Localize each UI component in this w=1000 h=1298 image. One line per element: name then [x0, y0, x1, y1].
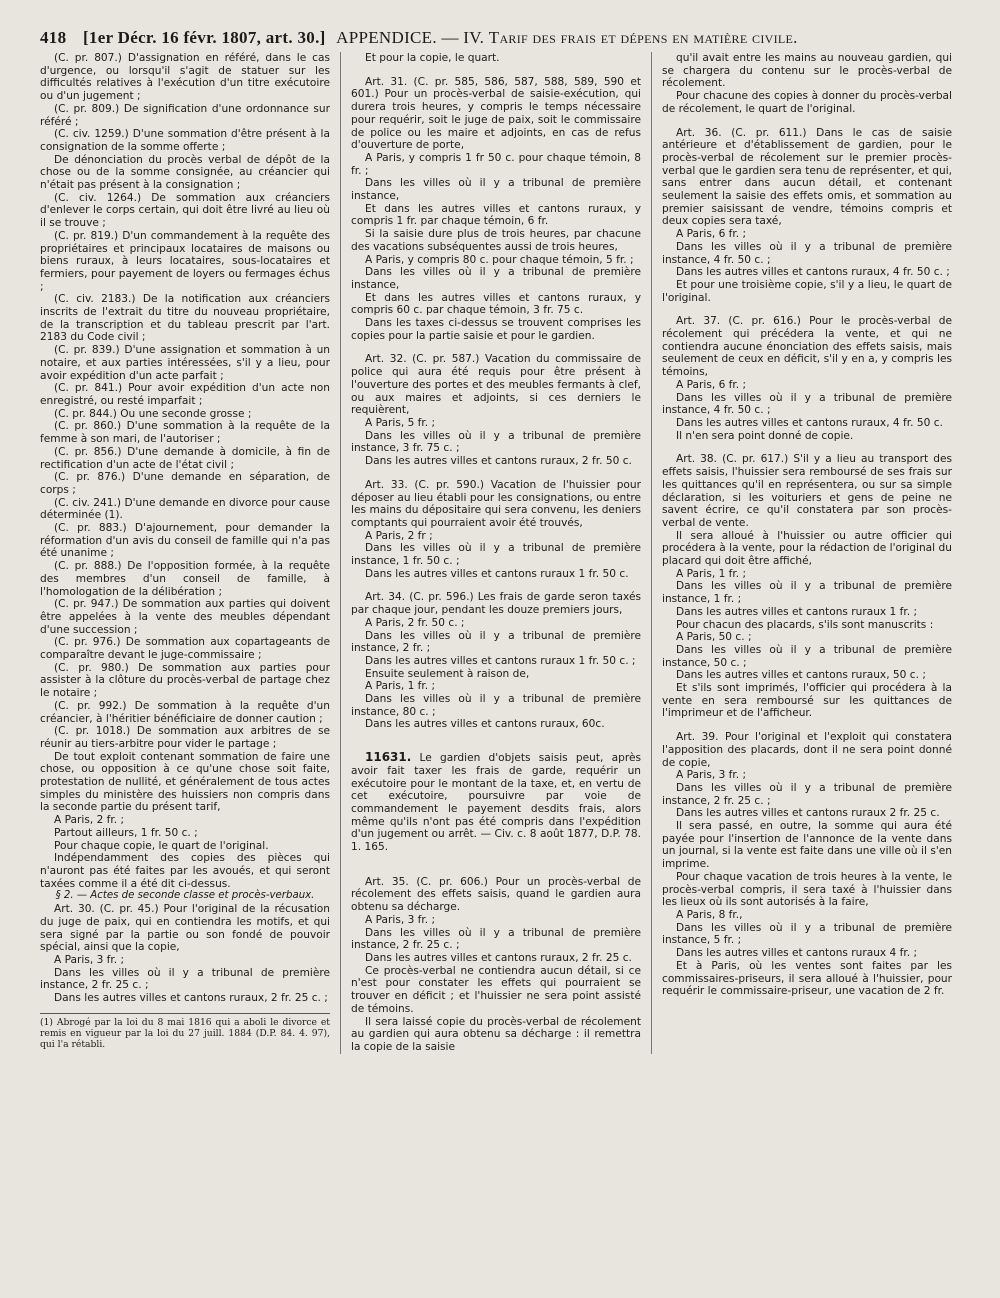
paragraph: Art. 35. (C. pr. 606.) Pour un procès-verbal de récolement des effets saisis, quand le gardien aura obtenu sa décharge. [351, 875, 641, 914]
paragraph: Dans les autres villes et cantons ruraux, 2 fr. 25 c. ; [54, 992, 328, 1005]
paragraph: Et s'ils sont imprimés, l'officier qui procédera à la vente en sera remboursé sur les quittances de l'imprimeur et de l'afficheur. [662, 682, 952, 720]
footnote: (1) Abrogé par la loi du 8 mai 1816 qui a aboli le divorce et remis en vigueur par la loi du 27 juill. 1884 (D.P. 84. 4. 97), qui l'a rétabli. [40, 1013, 330, 1050]
paragraph: (C. pr. 856.) D'une demande à domicile, à fin de rectification d'un acte de l'état civil ; [40, 445, 330, 471]
paragraph: (C. pr. 980.) De sommation aux parties pour assister à la clôture du procès-verbal de partage chez le notaire ; [40, 661, 330, 700]
paragraph: Partout ailleurs, 1 fr. 50 c. ; [54, 826, 198, 839]
paragraph: Dans les villes où il y a tribunal de première instance, 4 fr. 50 c. ; [662, 391, 952, 417]
paragraph: (C. pr. 844.) Ou une seconde grosse ; [54, 407, 252, 420]
paragraph: Dans les autres villes et cantons ruraux 2 fr. 25 c. [676, 807, 940, 820]
paragraph: Dans les autres villes et cantons ruraux, 2 fr. 50 c. [365, 455, 632, 468]
paragraph: Et dans les autres villes et cantons ruraux, y compris 60 c. par chaque témoin, 3 fr. 75 c. [351, 291, 641, 317]
paragraph: Dans les villes où il y a tribunal de première instance, 80 c. ; [351, 693, 641, 718]
paragraph: (C. pr. 860.) D'une sommation à la requête de la femme à son mari, de l'autoriser ; [40, 420, 330, 446]
paragraph: A Paris, 2 fr. 50 c. ; [365, 616, 465, 629]
paragraph: Art. 38. (C. pr. 617.) S'il y a lieu au transport des effets saisis, l'huissier sera remboursé de ses frais sur les quittances qu'il en représentera, ou sur sa simple déclaration, si les voituriers et gens de peine ne savent écrire, ce qu'il constatera par son procès-verbal de vente. [662, 453, 952, 529]
paragraph: (C. pr. 807.) D'assignation en référé, dans le cas d'urgence, ou lorsqu'il s'agit de statuer sur les difficultés relatives à l'exécution d'un titre exécutoire ou d'un jugement ; [40, 52, 330, 103]
note-number: 11631. [365, 750, 412, 765]
section-heading: § 2. — Actes de seconde classe et procès-verbaux. [55, 890, 315, 902]
paragraph: Art. 39. Pour l'original et l'exploit qui constatera l'apposition des placards, dont il ne sera point donné de copie, [662, 731, 952, 769]
paragraph: A Paris, 5 fr. ; [365, 416, 436, 429]
paragraph: Dans les autres villes et cantons ruraux, 60c. [365, 718, 605, 731]
paragraph: A Paris, 8 fr., [676, 909, 743, 921]
paragraph: Et pour la copie, le quart. [365, 52, 500, 64]
header-date: [1er Décr. 16 févr. 1807, art. 30.] [82, 28, 326, 47]
paragraph: Art. 32. (C. pr. 587.) Vacation du commissaire de police qui aura été requis pour être présent à l'ouverture des portes et des meubles fermants à clef, ou aux maires et adjoints, si ces derniers le requièrent, [351, 353, 641, 417]
paragraph: A Paris, 6 fr. ; [676, 378, 747, 391]
paragraph: Art. 37. (C. pr. 616.) Pour le procès-verbal de récolement qui précédera la vente, et qui ne contiendra aucune énonciation des effets saisis, mais seulement de ceux en déficit, s'il y en a, y compris les témoins, [662, 315, 952, 379]
paragraph: Art. 33. (C. pr. 590.) Vacation de l'huissier pour déposer au lieu établi pour les consignations, ou entre les mains du dépositaire qui sera convenu, les deniers comptants qui pourraient avoir été trouvés, [351, 478, 641, 529]
paragraph: Dans les villes où il y a tribunal de première instance, 2 fr. ; [351, 629, 641, 655]
page-number: 418 [40, 28, 67, 47]
paragraph: Dans les villes où il y a tribunal de première instance, 2 fr. 25 c. ; [662, 781, 952, 807]
paragraph: Il sera laissé copie du procès-verbal de récolement au gardien qui aura obtenu sa décharge : il remettra la copie de la saisie [351, 1015, 641, 1053]
paragraph: A Paris, y compris 1 fr 50 c. pour chaque témoin, 8 fr. ; [351, 151, 641, 177]
paragraph: Et dans les autres villes et cantons ruraux, y compris 1 fr. par chaque témoin, 6 fr. [351, 202, 641, 228]
paragraph: (C. pr. 888.) De l'opposition formée, à la requête des membres d'un conseil de famille, à l'homologation de la délibération ; [40, 560, 330, 598]
paragraph: (C. pr. 976.) De sommation aux copartageants de comparaître devant le juge-commissaire ; [40, 636, 330, 662]
paragraph: Il sera alloué à l'huissier ou autre officier qui procédera à la vente, pour la rédaction de l'original du placard qui doit être affiché, [662, 529, 952, 568]
running-header [40, 28, 962, 48]
paragraph: Art. 31. (C. pr. 585, 586, 587, 588, 589, 590 et 601.) Pour un procès-verbal de saisie-exécution, qui durera trois heures, y compris le temps nécessaire pour requérir, soit le juge de paix, soit le commissaire de police ou les maire et adjoints, en cas de refus d'ouverture de porte, [351, 75, 641, 152]
paragraph: Et à Paris, où les ventes sont faites par les commissaires-priseurs, il sera alloué à l'huissier, pour requérir le commissaire-priseur, une vacation de 2 fr. [662, 959, 952, 998]
paragraph: A Paris, 1 fr. ; [676, 567, 747, 580]
header-appendix: APPENDICE. — IV. [336, 28, 485, 47]
paragraph: Dans les villes où il y a tribunal de première instance, [351, 266, 641, 291]
paragraph: Dans les autres villes et cantons ruraux 1 fr. 50 c. [365, 567, 629, 580]
paragraph: A Paris, 1 fr. ; [365, 680, 436, 693]
paragraph: Ce procès-verbal ne contiendra aucun détail, si ce n'est pour constater les effets qui pourraient se trouver en déficit ; et l'huissier ne sera point assisté de témoins. [351, 964, 641, 1015]
paragraph: Dans les villes où il y a tribunal de première instance, 1 fr. ; [662, 580, 952, 606]
paragraph: Si la saisie dure plus de trois heures, par chacune des vacations subséquentes aussi de trois heures, [351, 228, 641, 253]
paragraph: (C. pr. 876.) D'une demande en séparation, de corps ; [40, 471, 330, 496]
paragraph: (C. pr. 1018.) De sommation aux arbitres de se réunir au tiers-arbitre pour vider le partage ; [40, 725, 330, 750]
paragraph: qu'il avait entre les mains au nouveau gardien, qui se chargera du contenu sur le procès-verbal de récolement. [662, 52, 952, 90]
paragraph: A Paris, 3 fr. ; [365, 913, 436, 926]
text-columns [40, 52, 962, 1054]
paragraph: Pour chacun des placards, s'ils sont manuscrits : [676, 618, 934, 631]
paragraph: Dans les autres villes et cantons ruraux, 4 fr. 50 c. ; [676, 266, 950, 279]
paragraph: Indépendamment des copies des pièces qui n'auront pas été faites par les avoués, et qui seront taxées comme il a été dit ci-dessus. [40, 852, 330, 890]
paragraph: Dans les villes où il y a tribunal de première instance, 2 fr. 25 c. ; [351, 926, 641, 952]
paragraph: Dans les villes où il y a tribunal de première instance, 5 fr. ; [662, 921, 952, 947]
header-title: Tarif des frais et dépens en matière civile. [488, 28, 798, 47]
paragraph: Dans les villes où il y a tribunal de première instance, 2 fr. 25 c. ; [40, 966, 330, 992]
paragraph: (C. pr. 947.) De sommation aux parties qui doivent être appelées à la vente des meubles dépendant d'une succession ; [40, 598, 330, 636]
paragraph: (C. civ. 2183.) De la notification aux créanciers inscrits de l'extrait du titre du nouveau propriétaire, de la transcription et du tableau prescrit par l'art. 2183 du Code civil ; [40, 293, 330, 344]
paragraph: Dans les taxes ci-dessus se trouvent comprises les copies pour la partie saisie et pour le gardien. [351, 317, 641, 342]
note-text: Le gardien d'objets saisis peut, après avoir fait taxer les frais de garde, requérir un exécutoire pour le montant de la taxe, et, en vertu de cet exécutoire, poursuivre par voie de commandement le payement desdits frais, alors même qu'ils n'ont pas été compris dans l'expédition d'un jugement ou arrêt. — Civ. c. 8 août 1877, D.P. 78. 1. 165. [351, 752, 641, 854]
paragraph: Dans les autres villes et cantons ruraux, 4 fr. 50 c. [676, 416, 943, 429]
paragraph: A Paris, 2 fr. ; [54, 814, 125, 827]
paragraph: (C. pr. 809.) De signification d'une ordonnance sur référé ; [40, 102, 330, 128]
paragraph: Dans les autres villes et cantons ruraux, 2 fr. 25 c. [365, 952, 632, 964]
paragraph: De tout exploit contenant sommation de faire une chose, ou opposition à ce qu'une chose soit faite, protestation de nullité, et généralement de tous actes simples du ministère des huissiers non compris dans la seconde partie du présent tarif, [40, 750, 330, 814]
paragraph: Dans les villes où il y a tribunal de première instance, 1 fr. 50 c. ; [351, 542, 641, 568]
paragraph: (C. pr. 992.) De sommation à la requête d'un créancier, à l'héritier bénéficiaire de donner caution ; [40, 699, 330, 725]
paragraph: A Paris, 50 c. ; [676, 631, 752, 644]
paragraph: (C. civ. 241.) D'une demande en divorce pour cause déterminée (1). [40, 496, 330, 522]
paragraph: Dans les autres villes et cantons ruraux, 50 c. ; [676, 669, 926, 682]
column-1 [40, 52, 341, 1054]
paragraph: Art. 30. (C. pr. 45.) Pour l'original de la récusation du juge de paix, qui en contiendra les motifs, et qui sera signé par la partie ou son fondé de pouvoir spécial, ainsi que la copie, [40, 903, 330, 954]
paragraph: Dans les autres villes et cantons ruraux 4 fr. ; [676, 947, 918, 960]
paragraph: (C. pr. 883.) D'ajournement, pour demander la réformation d'un avis du conseil de famille qui n'a pas été unanime ; [40, 522, 330, 560]
paragraph: A Paris, 3 fr. ; [54, 953, 125, 966]
paragraph: (C. pr. 839.) D'une assignation et sommation à un notaire, et aux parties intéressées, s'il y a lieu, pour avoir expédition d'un acte parfait ; [40, 344, 330, 382]
paragraph: Dans les villes où il y a tribunal de première instance, 4 fr. 50 c. ; [662, 240, 952, 266]
paragraph: Dans les villes où il y a tribunal de première instance, 3 fr. 75 c. ; [351, 429, 641, 455]
paragraph: Pour chaque vacation de trois heures à la vente, le procès-verbal compris, il sera taxé à l'huissier dans les lieux où ils sont autorisés à la faire, [662, 870, 952, 909]
paragraph: Il n'en sera point donné de copie. [676, 429, 854, 442]
paragraph: Art. 36. (C. pr. 611.) Dans le cas de saisie antérieure et d'établissement de gardien, pour le procès-verbal de récolement sur le premier procès-verbal que le gardien sera tenu de représenter, et qui, sans entrer dans aucun détail, et contenant seulement la saisie des effets omis, et sommation au premier saisissant de vendre, témoins compris et deux copies sera taxé, [662, 126, 952, 228]
paragraph: A Paris, 6 fr. ; [676, 228, 747, 241]
paragraph: Art. 34. (C. pr. 596.) Les frais de garde seron taxés par chaque jour, pendant les douze premiers jours, [351, 591, 641, 617]
paragraph: (C. pr. 841.) Pour avoir expédition d'un acte non enregistré, ou resté imparfait ; [40, 382, 330, 407]
column-3 [652, 52, 952, 1054]
paragraph: (C. pr. 819.) D'un commandement à la requête des propriétaires et principaux locataires de maisons ou biens ruraux, à leurs locataires, sous-locataires et fermiers, pour payement de loyers ou fermages échus ; [40, 229, 330, 293]
paragraph: Pour chaque copie, le quart de l'original. [54, 839, 269, 852]
column-2 [341, 52, 652, 1054]
paragraph: A Paris, 3 fr. ; [676, 769, 747, 782]
paragraph: (C. civ. 1259.) D'une sommation d'être présent à la consignation de la somme offerte ; [40, 128, 330, 153]
paragraph: De dénonciation du procès verbal de dépôt de la chose ou de la somme consignée, au créancier qui n'était pas présent à la consignation ; [40, 153, 330, 192]
paragraph: Dans les autres villes et cantons ruraux 1 fr. 50 c. ; [365, 654, 636, 667]
paragraph: Dans les autres villes et cantons ruraux 1 fr. ; [676, 605, 918, 618]
paragraph: Et pour une troisième copie, s'il y a lieu, le quart de l'original. [662, 278, 952, 304]
paragraph: Il sera passé, en outre, la somme qui aura été payée pour l'insertion de l'annonce de la vente dans un journal, si la vente est faite dans une ville où il s'en imprime. [662, 820, 952, 871]
note-paragraph [351, 751, 641, 854]
paragraph: (C. civ. 1264.) De sommation aux créanciers d'enlever le corps certain, qui doit être livré au lieu où il se trouve ; [40, 191, 330, 230]
paragraph: Dans les villes où il y a tribunal de première instance, 50 c. ; [662, 643, 952, 669]
paragraph: Dans les villes où il y a tribunal de première instance, [351, 177, 641, 203]
paragraph: Pour chacune des copies à donner du procès-verbal de récolement, le quart de l'original. [662, 90, 952, 115]
paragraph: Ensuite seulement à raison de, [365, 667, 530, 680]
paragraph: A Paris, y compris 80 c. pour chaque témoin, 5 fr. ; [365, 253, 634, 266]
paragraph: A Paris, 2 fr ; [365, 529, 433, 542]
